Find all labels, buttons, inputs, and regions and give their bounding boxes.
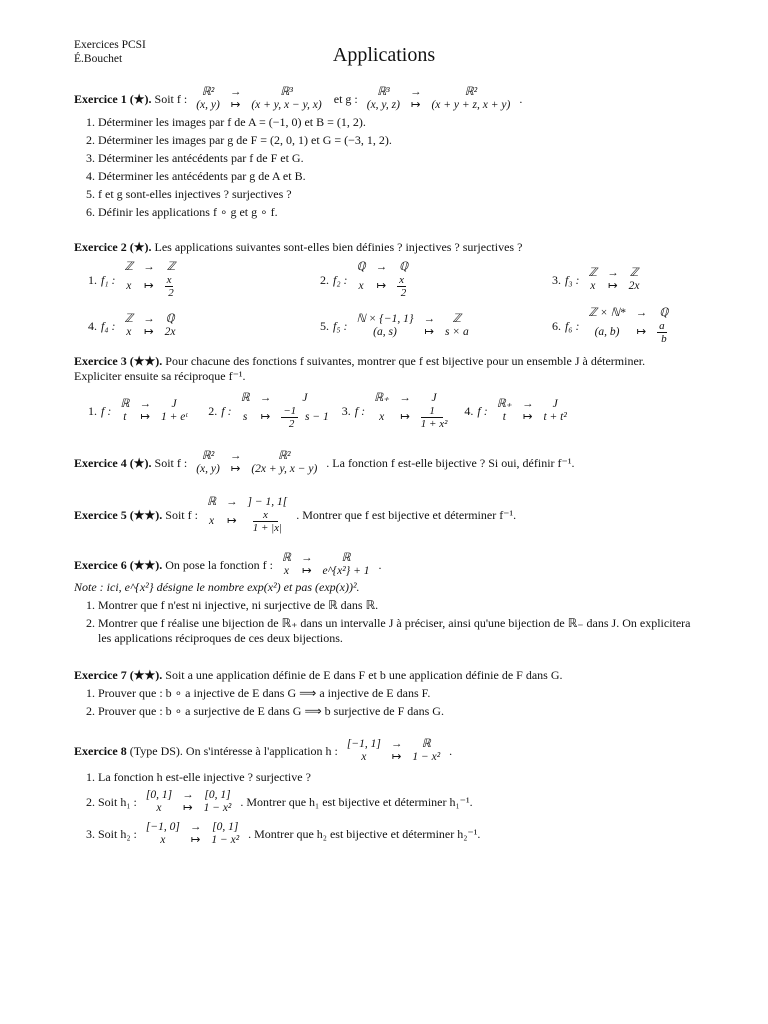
item-number: 1.	[88, 272, 97, 287]
question: 6. Définir les applications f ∘ g et g ∘ f.	[98, 205, 694, 220]
exercise-3-label: Exercice 3 (★★).	[74, 354, 163, 368]
exercise-7-questions	[74, 686, 694, 719]
numerator: x	[253, 509, 278, 522]
period: .	[519, 91, 523, 106]
mapsto: ↦	[260, 411, 271, 423]
exercise-4	[74, 450, 694, 476]
domain: ℝ₊	[496, 398, 512, 410]
map-name: f₃ :	[565, 272, 580, 287]
codomain: ℤ	[166, 261, 176, 273]
question: 4. Déterminer les antécédents par g de A et B.	[98, 169, 694, 184]
image: 1 − x²	[412, 751, 441, 763]
codomain: ℚ	[165, 313, 175, 325]
exercise-6-label: Exercice 6 (★★).	[74, 557, 163, 572]
question: 2. Prouver que : b ∘ a surjective de E dans G ⟹ b surjective de F dans G.	[98, 704, 694, 719]
variable: (x, y)	[196, 99, 220, 111]
codomain: ℝ	[341, 552, 351, 564]
arrow: →	[390, 738, 403, 750]
domain: ℝ	[281, 552, 292, 564]
fraction	[281, 405, 302, 430]
image: 1 − x²	[211, 834, 240, 846]
arrow: →	[423, 313, 435, 325]
map-name: f₆ :	[565, 318, 580, 333]
exercise-7	[74, 668, 694, 722]
variable: x	[379, 411, 385, 423]
exercise-5-label: Exercice 5 (★★).	[74, 507, 163, 522]
mapsto: ↦	[190, 834, 201, 846]
item-number: 5.	[320, 318, 329, 333]
codomain: J	[302, 392, 308, 404]
codomain: ℚ	[398, 261, 409, 273]
mapsto: ↦	[301, 565, 312, 577]
mapsto: ↦	[230, 99, 241, 111]
exercise-3-text: Pour chacune des fonctions f suivantes, montrer que f est bijective pour un ensemble J à déterminer. Expliciter ensuite sa réciproque f⁻¹.	[74, 354, 646, 383]
period: .	[449, 743, 453, 758]
map-h1	[141, 789, 237, 815]
question-prefix: 3. Soit h₂ :	[98, 826, 137, 841]
period: .	[378, 557, 382, 572]
domain: ℤ	[124, 261, 134, 273]
variable: x	[208, 515, 215, 527]
domain: ℝ₊	[374, 392, 390, 404]
author-name: É.Bouchet	[74, 53, 123, 65]
exercise-1-soit: Soit f :	[154, 91, 188, 106]
arrow: →	[521, 398, 534, 410]
arrow: →	[226, 496, 238, 508]
map-f	[202, 496, 292, 534]
numerator: −1	[283, 405, 297, 417]
arrow: →	[229, 86, 242, 98]
map-4	[464, 398, 575, 424]
arrow: →	[139, 398, 151, 410]
exercise-1-questions	[74, 115, 694, 220]
image: 1 + eᵗ	[160, 411, 188, 423]
image: s × a	[444, 326, 469, 338]
codomain: ℝ	[421, 738, 431, 750]
arrow: →	[189, 821, 202, 833]
item-number: 2.	[320, 272, 329, 287]
question-h1	[98, 789, 694, 815]
domain: ℝ³	[377, 86, 390, 98]
page-title: Applications	[332, 44, 436, 66]
arrow: →	[607, 267, 619, 279]
item-number: 4.	[88, 318, 97, 333]
arrow: →	[229, 450, 242, 462]
variable: (x, y, z)	[366, 99, 400, 111]
codomain: ] − 1, 1[	[247, 496, 288, 508]
image-tail: s − 1	[305, 411, 329, 424]
map-f	[191, 86, 327, 112]
arrow: →	[143, 313, 155, 325]
domain: ℤ	[124, 313, 134, 325]
exercise-2-maps	[88, 261, 694, 345]
exercise-7-text: Soit a une application définie de E dans F et b une application définie de F dans G.	[165, 668, 563, 682]
exercise-4-label: Exercice 4 (★).	[74, 455, 152, 470]
question-h2	[98, 821, 694, 847]
exercise-8-text: On s'intéresse à l'application h :	[185, 743, 338, 758]
image: (2x + y, x − y)	[251, 463, 318, 475]
item-number: 3.	[552, 272, 561, 287]
exercise-8-label: Exercice 8	[74, 743, 127, 758]
item-number: 2.	[208, 403, 218, 418]
numerator: 1	[421, 405, 444, 418]
arrow: →	[259, 392, 272, 404]
mapsto: ↦	[636, 326, 647, 338]
question-text: . Montrer que h₂ est bijective et déterminer h₂⁻¹.	[248, 826, 481, 841]
exercise-5	[74, 496, 694, 534]
variable: x	[126, 280, 132, 292]
question: 2. Montrer que f réalise une bijection de ℝ₊ dans un intervalle J à préciser, ainsi qu'une bijection de ℝ₋ dans J. On explicitera les applications réciproques de ces deux bijections.	[98, 616, 694, 646]
map-f4	[88, 307, 320, 345]
exercise-4-soit: Soit f :	[154, 455, 188, 470]
question: 3. Déterminer les antécédents par f de F et G.	[98, 151, 694, 166]
map-h2	[141, 821, 244, 847]
mapsto: ↦	[140, 411, 151, 423]
domain: ℝ²	[201, 86, 215, 98]
domain: ℝ	[120, 398, 130, 410]
mapsto: ↦	[391, 751, 402, 763]
codomain: J	[552, 398, 558, 410]
exercise-5-text: . Montrer que f est bijective et déterminer f⁻¹.	[296, 507, 517, 522]
domain: ℝ	[206, 496, 217, 508]
exercise-6-intro: On pose la fonction f :	[165, 557, 273, 572]
map-f1	[88, 261, 320, 299]
variable: x	[358, 280, 364, 292]
exercise-1	[74, 86, 694, 223]
codomain: ℝ²	[464, 86, 478, 98]
exercise-8	[74, 738, 694, 850]
fraction	[421, 405, 448, 430]
item-number: 6.	[552, 318, 561, 333]
variable: (a, b)	[594, 326, 620, 338]
numerator: x	[399, 274, 404, 286]
domain: ℕ × {−1, 1}	[356, 313, 414, 325]
exercise-2	[74, 240, 694, 345]
mapsto: ↦	[226, 515, 237, 527]
codomain: [0, 1]	[204, 789, 231, 801]
variable: s	[242, 411, 248, 423]
variable: (a, s)	[373, 326, 397, 338]
variable: x	[283, 565, 290, 577]
domain: ℤ × ℕ*	[588, 307, 626, 319]
exercise-3-maps	[88, 392, 694, 430]
map-f3	[552, 261, 712, 299]
codomain: [0, 1]	[212, 821, 239, 833]
arrow: →	[409, 86, 422, 98]
mapsto: ↦	[144, 280, 154, 292]
mapsto: ↦	[182, 802, 193, 814]
image: (x + y, x − y, x)	[251, 99, 322, 111]
arrow: →	[301, 552, 313, 564]
variable: x	[126, 326, 132, 338]
codomain: ℤ	[629, 267, 639, 279]
question: 5. f et g sont-elles injectives ? surjectives ?	[98, 187, 694, 202]
mapsto: ↦	[230, 463, 241, 475]
codomain: J	[431, 392, 437, 404]
map-1	[88, 398, 196, 424]
fraction	[397, 274, 410, 299]
codomain: ℤ	[452, 313, 462, 325]
mapsto: ↦	[424, 326, 435, 338]
map-f	[277, 552, 375, 578]
image: (x + y + z, x + y)	[431, 99, 511, 111]
exercise-8-type: (Type DS).	[129, 743, 183, 758]
codomain: ℝ²	[278, 450, 291, 462]
map-f6	[552, 307, 712, 345]
domain: ℝ	[240, 392, 250, 404]
exercise-2-text: Les applications suivantes sont-elles bien définies ? injectives ? surjectives ?	[154, 240, 523, 254]
map-h	[342, 738, 445, 764]
codomain: J	[171, 398, 177, 410]
exercise-5-soit: Soit f :	[165, 507, 198, 522]
denominator: 1 + x²	[420, 418, 448, 430]
map-name: f :	[221, 403, 232, 418]
image: 2x	[164, 326, 176, 338]
map-name: f₂ :	[333, 272, 348, 287]
fraction	[657, 320, 671, 345]
exercise-6	[74, 552, 694, 649]
question: 1. La fonction h est-elle injective ? surjective ?	[98, 770, 694, 785]
image: e^{x²} + 1	[322, 565, 370, 577]
arrow: →	[635, 307, 648, 319]
mapsto: ↦	[522, 411, 533, 423]
mapsto: ↦	[400, 411, 410, 423]
map-name: f :	[354, 403, 366, 418]
question: 2. Déterminer les images par g de F = (2, 0, 1) et G = (−3, 1, 2).	[98, 133, 694, 148]
denominator: 2	[288, 418, 295, 430]
question-text: . Montrer que h₁ est bijective et déterminer h₁⁻¹.	[240, 794, 473, 809]
exercise-3	[74, 354, 694, 430]
map-f2	[320, 261, 552, 299]
domain: ℚ	[356, 261, 366, 273]
variable: x	[160, 834, 166, 846]
mapsto: ↦	[144, 326, 154, 338]
numerator: x	[166, 274, 172, 286]
mapsto: ↦	[410, 99, 421, 111]
domain: ℝ²	[201, 450, 215, 462]
mapsto: ↦	[376, 280, 387, 292]
map-name: f₅ :	[333, 318, 348, 333]
exercise-6-questions	[74, 598, 694, 646]
image: 1 − x²	[203, 802, 232, 814]
fraction	[165, 274, 178, 299]
exercise-1-label: Exercice 1 (★).	[74, 91, 152, 106]
map-name: f₁ :	[101, 272, 116, 287]
exercise-6-note: Note : ici, e^{x²} désigne le nombre exp(x²) et pas (exp(x))².	[74, 580, 360, 594]
domain: [−1, 0]	[145, 821, 180, 833]
arrow: →	[182, 789, 194, 801]
codomain: ℚ	[659, 307, 669, 319]
domain: ℤ	[588, 267, 598, 279]
exercise-2-label: Exercice 2 (★).	[74, 240, 152, 254]
arrow: →	[399, 392, 411, 404]
arrow: →	[375, 261, 388, 273]
exercise-8-questions	[74, 770, 694, 847]
fraction	[253, 509, 282, 534]
item-number: 4.	[464, 403, 474, 418]
map-name: f₄ :	[101, 318, 116, 333]
variable: t	[502, 411, 506, 423]
variable: x	[361, 751, 367, 763]
domain: [0, 1]	[145, 789, 173, 801]
image: t + t²	[543, 411, 567, 423]
domain: [−1, 1]	[346, 738, 381, 750]
map-f	[191, 450, 322, 476]
map-f5	[320, 307, 552, 345]
question: 1. Déterminer les images par f de A = (−1, 0) et B = (1, 2).	[98, 115, 694, 130]
denominator: 2	[168, 287, 174, 299]
exercise-1-et: et g :	[333, 91, 358, 106]
map-g	[362, 86, 516, 112]
exercise-4-text: . La fonction f est-elle bijective ? Si oui, définir f⁻¹.	[326, 455, 575, 470]
exercise-7-label: Exercice 7 (★★).	[74, 668, 163, 682]
image: 2x	[628, 280, 640, 292]
variable: t	[123, 411, 127, 423]
item-number: 3.	[341, 403, 351, 418]
map-2	[208, 392, 338, 430]
arrow: →	[143, 261, 155, 273]
variable: x	[156, 802, 162, 814]
map-name: f :	[101, 403, 112, 418]
denominator: b	[661, 333, 667, 345]
numerator: a	[659, 320, 665, 332]
question: 1. Prouver que : b ∘ a injective de E dans G ⟹ a injective de E dans F.	[98, 686, 694, 701]
denominator: 2	[400, 287, 407, 299]
question: 1. Montrer que f n'est ni injective, ni surjective de ℝ dans ℝ.	[98, 598, 694, 613]
map-name: f :	[477, 403, 488, 418]
variable: (x, y)	[196, 463, 220, 475]
codomain: ℝ³	[280, 86, 293, 98]
item-number: 1.	[88, 403, 97, 418]
variable: x	[590, 280, 596, 292]
course-name: Exercices PCSI	[74, 39, 146, 51]
map-3	[342, 392, 457, 430]
denominator: 1 + |x|	[252, 522, 283, 534]
mapsto: ↦	[608, 280, 618, 292]
question-prefix: 2. Soit h₁ :	[98, 794, 137, 809]
